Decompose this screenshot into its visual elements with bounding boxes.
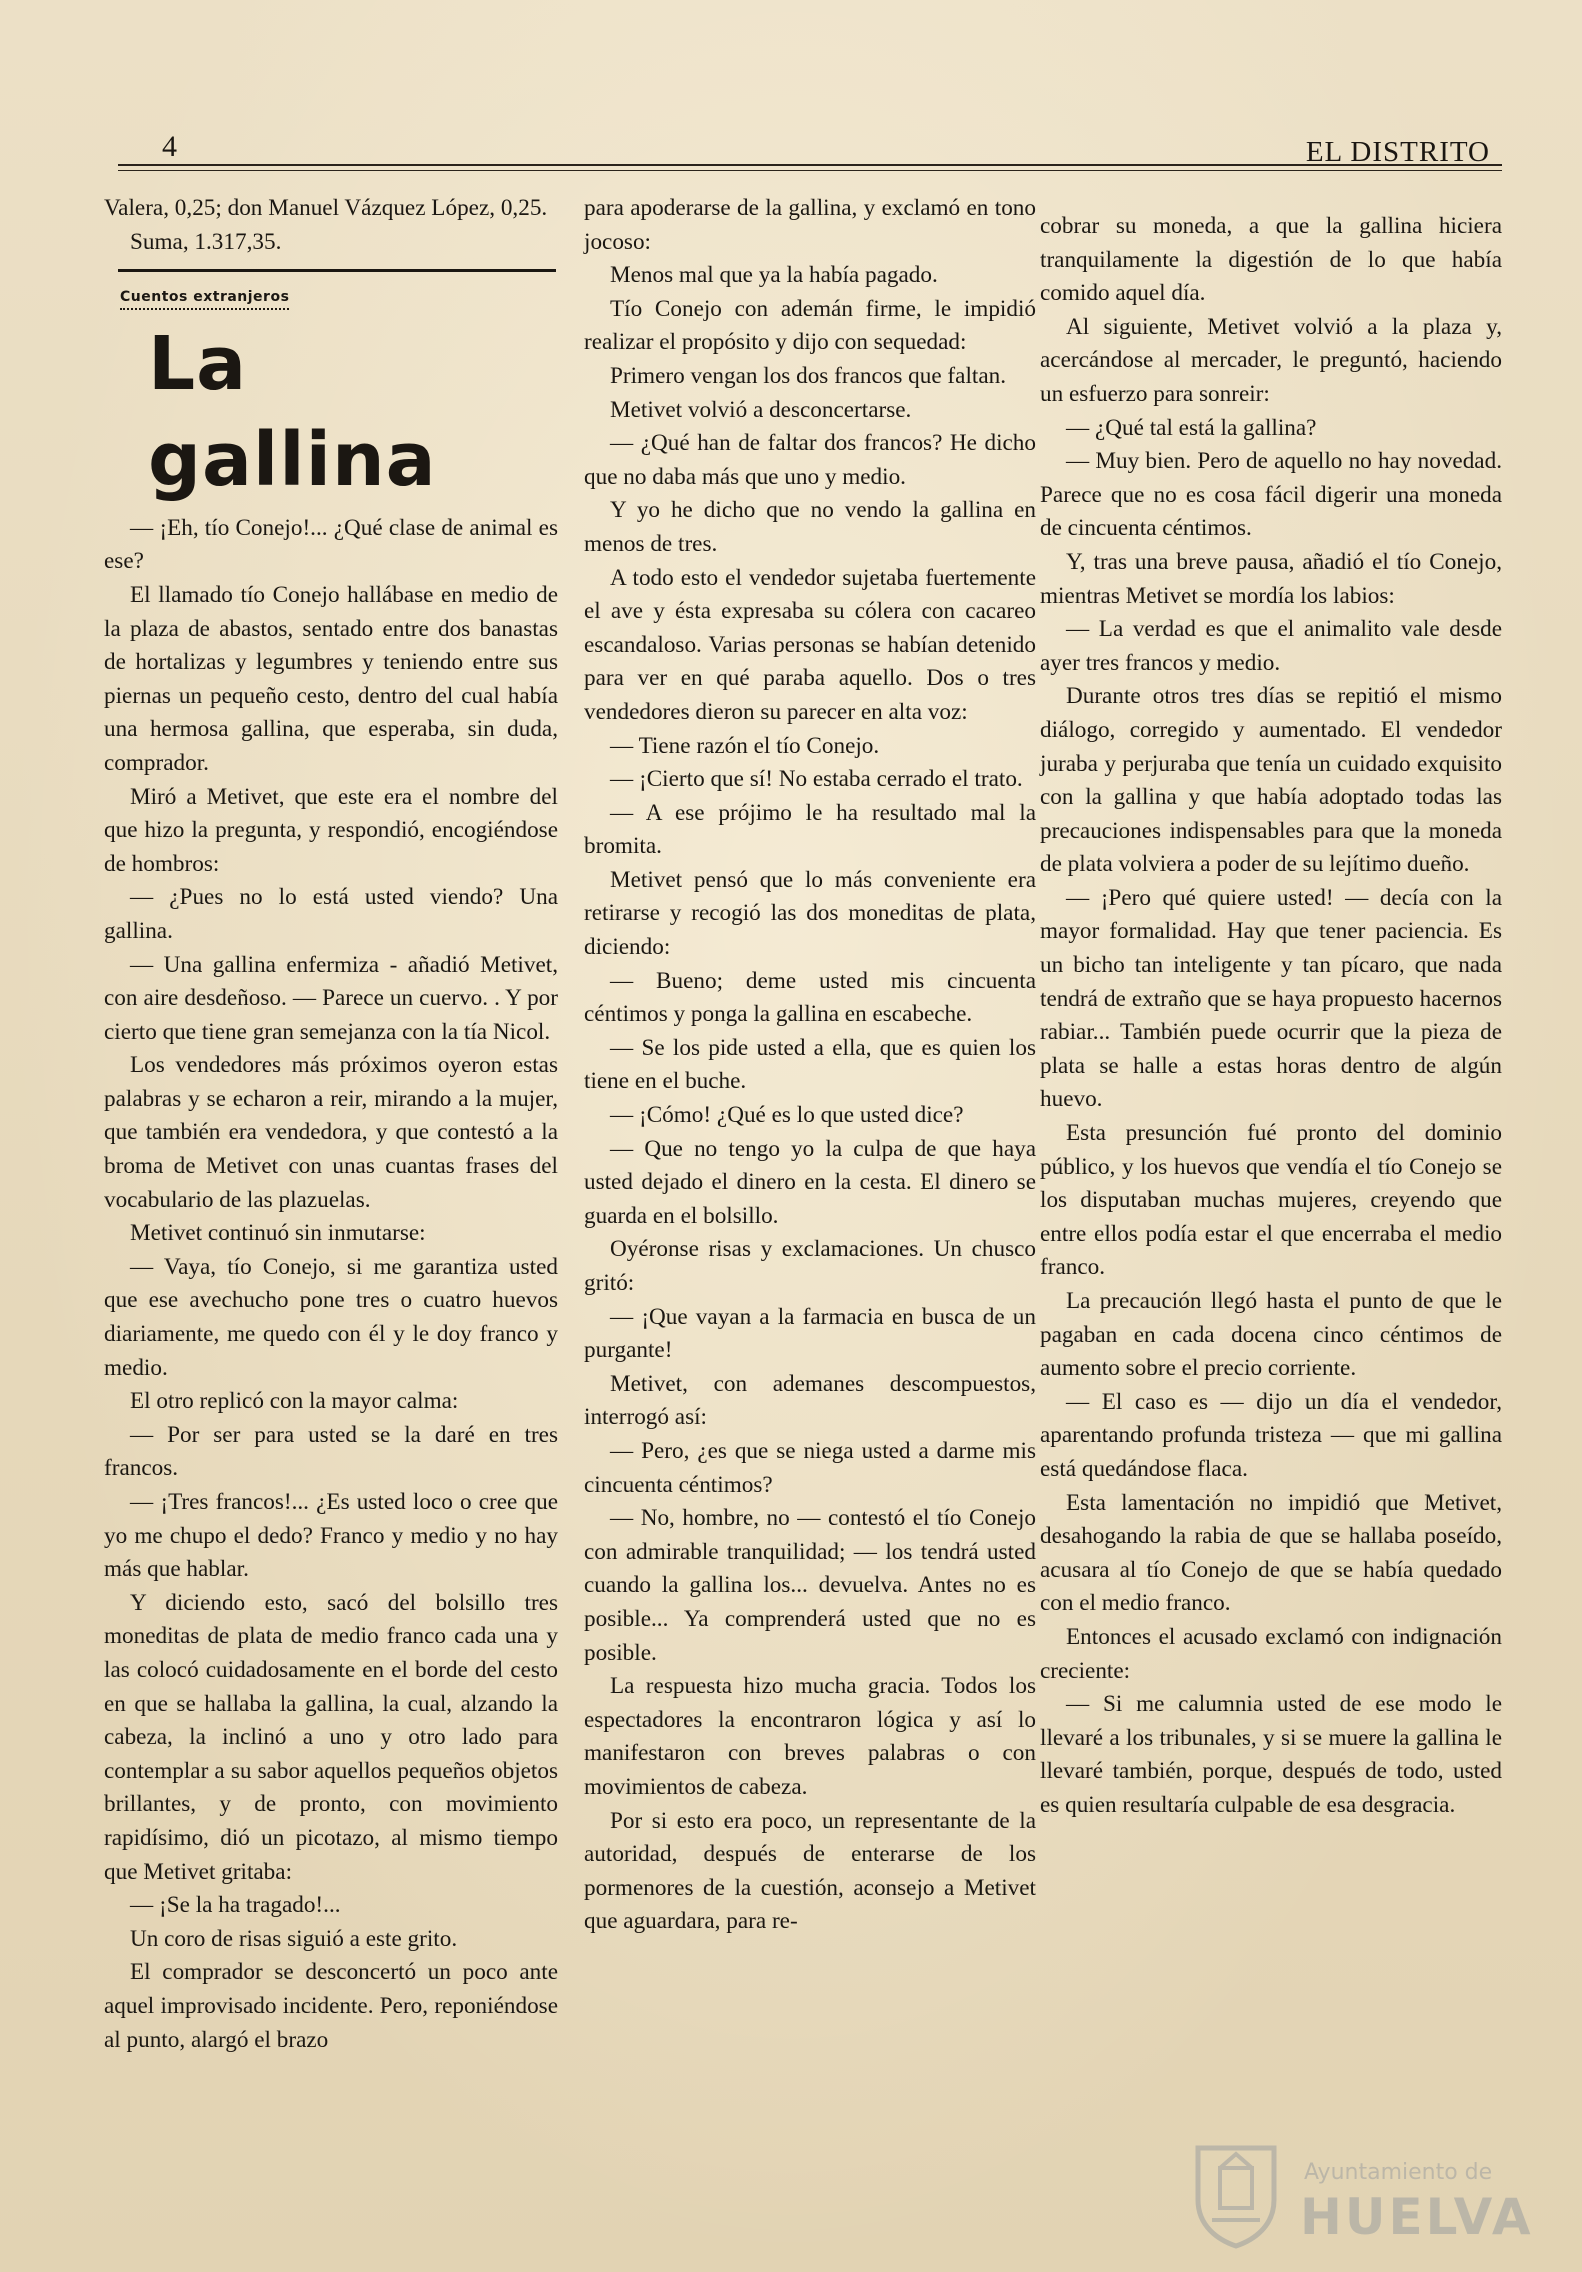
page-header bbox=[118, 130, 1502, 180]
paragraph: — A ese prójimo le ha resultado mal la bromita. bbox=[584, 799, 1036, 860]
paragraph: — ¡Se la ha tragado!... bbox=[130, 1892, 341, 1919]
paragraph: — ¡Pero qué quiere usted! — decía con la mayor formalidad. Hay que tener paciencia. Es un bicho tan inteligente y tan pícaro, que nada tendrá de extraño que se haya propuesto hacernos rabiar... También puede ocurrir que la pieza de plata se halle a estas horas dentro de algún huevo. bbox=[1040, 884, 1502, 1113]
paragraph: cobrar su moneda, a que la gallina hiciera tranquilamente la digestión de lo que había comido aquel día. bbox=[1040, 213, 1502, 307]
watermark-line-2: HUELVA bbox=[1300, 2188, 1534, 2246]
paragraph: Metivet volvió a desconcertarse. bbox=[610, 396, 912, 423]
paragraph: — ¡Tres francos!... ¿Es usted loco o cree que yo me chupo el dedo? Franco y medio y no hay más que hablar. bbox=[104, 1489, 558, 1583]
paragraph: — Bueno; deme usted mis cincuenta céntimos y ponga la gallina en escabeche. bbox=[584, 967, 1036, 1028]
page-number: 4 bbox=[162, 130, 177, 163]
paragraph: Por si esto era poco, un representante de la autoridad, después de enterarse de los pormenores de la cuestión, aconsejo a Metivet que aguardara, para re- bbox=[584, 1807, 1036, 1935]
paragraph: — Se los pide usted a ella, que es quien los tiene en el buche. bbox=[584, 1034, 1036, 1095]
paragraph: Y diciendo esto, sacó del bolsillo tres moneditas de plata de medio franco cada una y las colocó cuidadosamente en el borde del cesto en que se hallaba la gallina, la cual, alzando la cabeza, la inclinó a uno y otro lado para contemplar a su sabor aquellos pequeños objetos brillantes, y de pronto, con movimiento rapidísimo, dió un picotazo, al mismo tiempo que Metivet gritaba: bbox=[104, 1589, 558, 1885]
header-rule-thin bbox=[118, 170, 1502, 171]
paragraph: — Si me calumnia usted de ese modo le llevaré a los tribunales, y si se muere la gallina le llevaré también, porque, después de todo, usted es quien resultaría culpable de esa desgracia. bbox=[1040, 1691, 1502, 1818]
paragraph: — No, hombre, no — contestó el tío Conejo con admirable tranquilidad; — los tendrá usted cuando la gallina los... devuelva. Antes no es posible... Ya comprenderá usted que no es posible. bbox=[584, 1505, 1036, 1666]
paragraph: Miró a Metivet, que este era el nombre del que hizo la pregunta, y respondió, encogiéndose de hombros: bbox=[104, 783, 558, 877]
paragraph: Y yo he dicho que no vendo la gallina en menos de tres. bbox=[584, 497, 1036, 557]
paragraph: — Por ser para usted se la daré en tres francos. bbox=[104, 1421, 558, 1482]
paragraph: Metivet pensó que lo más conveniente era retirarse y recogió las dos moneditas de plata, diciendo: bbox=[584, 866, 1036, 961]
paragraph: El otro replicó con la mayor calma: bbox=[130, 1388, 459, 1415]
paragraph: Y, tras una breve pausa, añadió el tío Conejo, mientras Metivet se mordía los labios: bbox=[1040, 548, 1502, 609]
paragraph: Durante otros tres días se repitió el mismo diálogo, corregido y aumentado. El vendedor juraba y perjuraba que tenía un cuidado exquisito con la gallina y que había adoptado todas las precauciones indispensables para que la moneda de plata volviera a poder de su lejítimo dueño. bbox=[1040, 683, 1502, 878]
paragraph: El llamado tío Conejo hallábase en medio de la plaza de abastos, sentado entre dos banastas de hortalizas y legumbres y teniendo entre sus piernas un pequeño cesto, dentro del cual había una hermosa gallina, que esperaba, sin duda, comprador. bbox=[104, 581, 558, 776]
archive-watermark bbox=[1190, 2140, 1534, 2250]
paragraph: Los vendedores más próximos oyeron estas palabras y se echaron a reir, mirando a la mujer, que también era vendedora, y que contestó a la broma de Metivet con unas cuantas frases del vocabulario de las plazuelas. bbox=[104, 1052, 558, 1213]
paragraph: La respuesta hizo mucha gracia. Todos los espectadores la encontraron lógica y así lo manifestaron con breves palabras o con movimientos de cabeza. bbox=[584, 1673, 1036, 1800]
paragraph: Tío Conejo con ademán firme, le impidió realizar el propósito y dijo con sequedad: bbox=[584, 295, 1036, 356]
paragraph: para apoderarse de la gallina, y exclamó en tono jocoso: bbox=[584, 195, 1036, 255]
story-title: La gallina bbox=[148, 320, 437, 503]
paragraph: — La verdad es que el animalito vale desde ayer tres francos y medio. bbox=[1040, 616, 1502, 676]
paragraph: — ¡Cierto que sí! No estaba cerrado el trato. bbox=[610, 766, 1023, 793]
paragraph: Menos mal que ya la había pagado. bbox=[610, 262, 938, 289]
paragraph: Metivet continuó sin inmutarse: bbox=[130, 1220, 426, 1247]
paragraph: — Vaya, tío Conejo, si me garantiza usted que ese avechucho pone tres o cuatro huevos diariamente, me quedo con él y le doy franco y medio. bbox=[104, 1253, 558, 1381]
paragraph: — ¡Cómo! ¿Qué es lo que usted dice? bbox=[610, 1102, 964, 1129]
paragraph: — Pero, ¿es que se niega usted a darme mis cincuenta céntimos? bbox=[584, 1437, 1036, 1498]
paragraph: Esta presunción fué pronto del dominio público, y los huevos que vendía el tío Conejo se los disputaban muchas mujeres, creyendo que entre ellos podía estar el que encerraba el medio franco. bbox=[1040, 1120, 1502, 1281]
paragraph: Entonces el acusado exclamó con indignación creciente: bbox=[1040, 1623, 1502, 1684]
paragraph: El comprador se desconcertó un poco ante aquel improvisado incidente. Pero, reponiéndose al punto, alargó el brazo bbox=[104, 1959, 558, 2053]
section-label: Cuentos extranjeros bbox=[120, 287, 289, 310]
paragraph: Metivet, con ademanes descompuestos, interrogó así: bbox=[584, 1370, 1036, 1431]
paragraph: — ¿Pues no lo está usted viendo? Una gallina. bbox=[104, 884, 558, 944]
paragraph: — Muy bien. Pero de aquello no hay novedad. Parece que no es cosa fácil digerir una moneda de cincuenta céntimos. bbox=[1040, 448, 1502, 542]
paragraph: — ¡Eh, tío Conejo!... ¿Qué clase de animal es ese? bbox=[104, 514, 558, 575]
paragraph: — Una gallina enfermiza - añadió Metivet, con aire desdeñoso. — Parece un cuervo. . Y por cierto que tiene gran semejanza con la tía Nicol. bbox=[104, 951, 558, 1045]
paragraph: A todo esto el vendedor sujetaba fuertemente el ave y ésta expresaba su cólera con cacareo escandaloso. Varias personas se habían detenido para ver en qué paraba aquello. Dos o tres vendedores dieron su parecer en alta voz: bbox=[584, 564, 1036, 725]
column-1 bbox=[104, 192, 558, 2057]
paragraph: Primero vengan los dos francos que faltan. bbox=[610, 362, 1007, 389]
column-2 bbox=[584, 192, 1036, 1939]
paragraph: Esta lamentación no impidió que Metivet, desahogando la rabia de que se hallaba poseído, acusara al tío Conejo de que se había quedado con el medio franco. bbox=[1040, 1489, 1502, 1617]
paragraph: — ¡Que vayan a la farmacia en busca de un purgante! bbox=[584, 1303, 1036, 1364]
coat-of-arms-icon bbox=[1190, 2140, 1282, 2250]
paragraph: — ¿Qué han de faltar dos francos? He dicho que no daba más que uno y medio. bbox=[584, 430, 1036, 490]
section-divider bbox=[118, 269, 556, 272]
watermark-line-1: Ayuntamiento de bbox=[1304, 2160, 1493, 2185]
paragraph: — Tiene razón el tío Conejo. bbox=[610, 732, 880, 759]
donation-list-line: Valera, 0,25; don Manuel Vázquez López, 0,25. bbox=[104, 195, 548, 221]
paragraph: — Que no tengo yo la culpa de que haya usted dejado el dinero en la cesta. El dinero se guarda en el bolsillo. bbox=[584, 1135, 1036, 1229]
paragraph: — ¿Qué tal está la gallina? bbox=[1066, 414, 1317, 441]
paragraph: La precaución llegó hasta el punto de que le pagaban en cada docena cinco céntimos de aumento sobre el precio corriente. bbox=[1040, 1288, 1502, 1382]
paragraph: Un coro de risas siguió a este grito. bbox=[130, 1925, 458, 1952]
paragraph: Al siguiente, Metivet volvió a la plaza y, acercándose al mercader, le preguntó, haciendo un esfuerzo para sonreir: bbox=[1040, 313, 1502, 407]
newspaper-name: EL DISTRITO bbox=[1305, 136, 1490, 168]
header-rule bbox=[118, 164, 1502, 166]
column-3 bbox=[1040, 210, 1502, 1823]
donation-total: Suma, 1.317,35. bbox=[130, 228, 282, 255]
paragraph: Oyéronse risas y exclamaciones. Un chusco gritó: bbox=[584, 1236, 1036, 1296]
paragraph: — El caso es — dijo un día el vendedor, aparentando profunda tristeza — que mi gallina está quedándose flaca. bbox=[1040, 1388, 1502, 1482]
